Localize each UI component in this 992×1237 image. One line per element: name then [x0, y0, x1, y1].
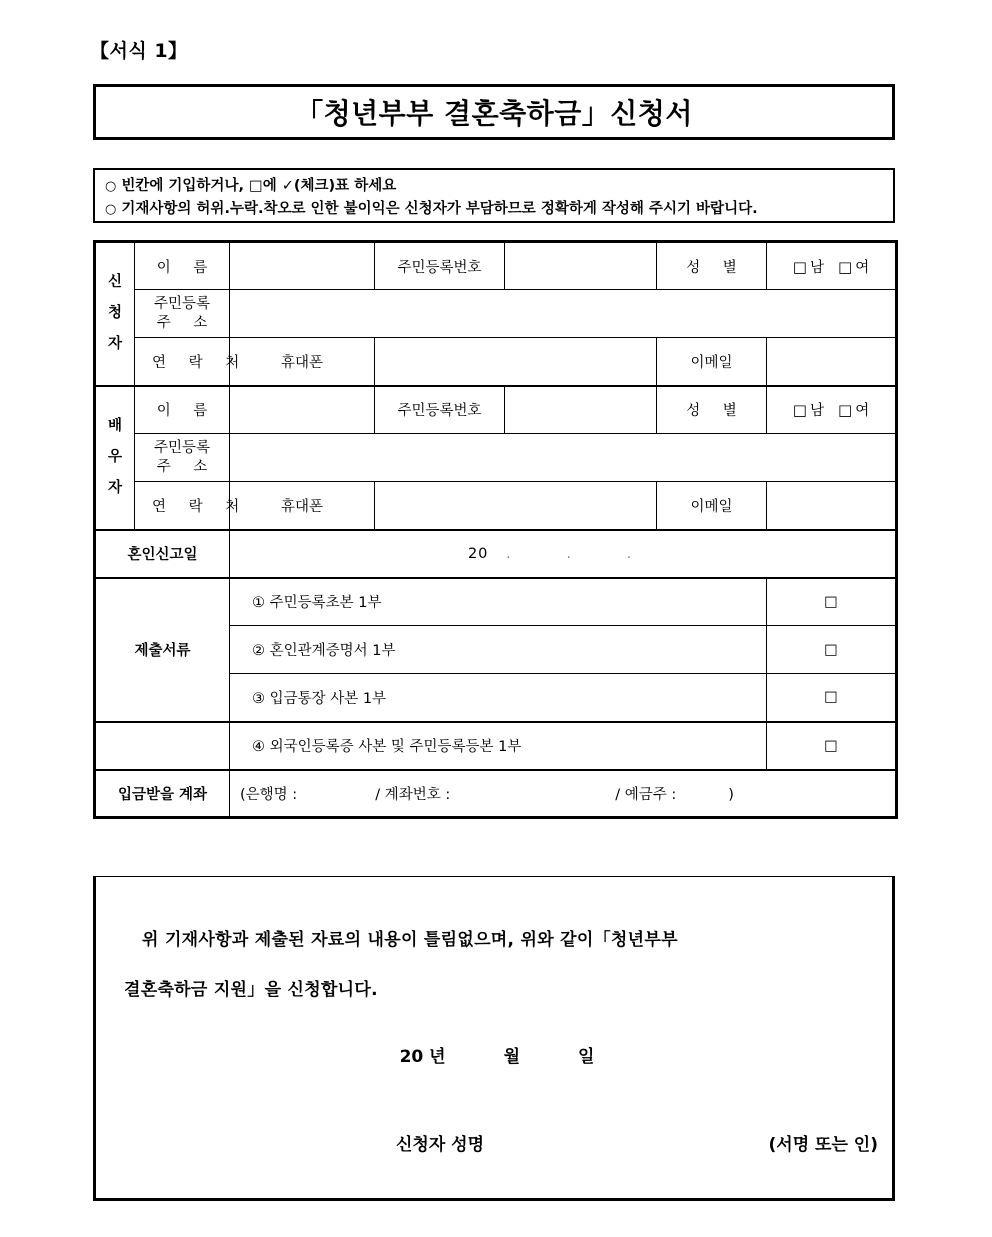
instructions-box: [93, 168, 895, 223]
marriage-date-field[interactable]: [230, 530, 897, 578]
spouse-gender-label: 성 별: [657, 386, 767, 434]
applicant-mobile-label: 휴대폰: [230, 338, 375, 386]
account-field[interactable]: [230, 770, 897, 818]
signature-name-label[interactable]: 신청자 성명: [396, 1135, 485, 1155]
marriage-date-row: [95, 530, 897, 578]
bullet-icon: ○: [105, 202, 117, 217]
applicant-gender-male-label: 남: [809, 259, 824, 276]
applicant-label-char-3: 자: [107, 336, 122, 353]
account-label: 입금받을 계좌: [95, 770, 230, 818]
declaration-text: [124, 915, 866, 1015]
spouse-mobile-label: 휴대폰: [230, 482, 375, 530]
documents-label: 제출서류: [95, 578, 230, 722]
document-checkbox-4[interactable]: □: [767, 722, 897, 770]
applicant-label-char-1: 신: [107, 274, 122, 291]
applicant-contact-label: 연 락 처: [135, 338, 230, 386]
checkbox-female-icon[interactable]: □: [838, 401, 853, 420]
account-bank-label: (은행명 :: [240, 786, 298, 803]
instruction-text-2: 기재사항의 허위.누락.착오로 인한 불이익은 신청자가 부담하므로 정확하게 작성해 주시기 바랍니다.: [121, 201, 758, 217]
spouse-section-label: [95, 386, 135, 530]
spouse-label-char-2: 우: [107, 449, 122, 465]
spouse-gender-female-label: 여: [855, 403, 870, 420]
applicant-address-label-line1: 주민등록: [153, 295, 211, 312]
spouse-address-field[interactable]: [230, 434, 897, 482]
declaration-box: [93, 876, 895, 1201]
declaration-line-2: 결혼축하금 지원」을 신청합니다.: [124, 980, 378, 1000]
applicant-label-char-2: 청: [107, 305, 122, 322]
applicant-address-label: [135, 290, 230, 338]
document-item-2: ② 혼인관계증명서 1부: [230, 626, 767, 674]
document-checkbox-1[interactable]: □: [767, 578, 897, 626]
spouse-contact-row: [95, 482, 897, 530]
documents-label-continued: [95, 722, 230, 770]
spouse-gender-options[interactable]: [767, 386, 897, 434]
applicant-email-field[interactable]: [767, 338, 897, 386]
account-close-paren: ): [728, 786, 734, 803]
spouse-contact-label: 연 락 처: [135, 482, 230, 530]
applicant-contact-row: [95, 338, 897, 386]
applicant-name-field[interactable]: [230, 242, 375, 290]
spouse-label-char-3: 자: [107, 480, 122, 496]
applicant-email-label: 이메일: [657, 338, 767, 386]
declaration-line-1: 위 기재사항과 제출된 자료의 내용이 틀림없으며, 위와 같이「청년부부: [142, 930, 678, 950]
declaration-date-year: 20 년: [399, 1047, 446, 1067]
spouse-rrn-field[interactable]: [505, 386, 657, 434]
instruction-text-1: 빈칸에 기입하거나, □에 ✓(체크)표 하세요: [121, 178, 397, 194]
account-holder-label: / 예금주 :: [615, 786, 677, 803]
documents-row-1: [95, 578, 897, 626]
spouse-address-label: [135, 434, 230, 482]
page-title: 「청년부부 결혼축하금」신청서: [295, 97, 693, 130]
application-table: [93, 240, 898, 819]
applicant-section-label: [95, 242, 135, 386]
spouse-email-label: 이메일: [657, 482, 767, 530]
applicant-address-row: [95, 290, 897, 338]
spouse-name-label: 이 름: [135, 386, 230, 434]
spouse-name-row: [95, 386, 897, 434]
applicant-rrn-field[interactable]: [505, 242, 657, 290]
document-item-3: ③ 입금통장 사본 1부: [230, 674, 767, 722]
declaration-date-month: 월: [503, 1047, 520, 1067]
marriage-date-dots: . . .: [506, 546, 658, 562]
applicant-gender-options[interactable]: [767, 242, 897, 290]
applicant-mobile-field[interactable]: [375, 338, 657, 386]
document-checkbox-3[interactable]: □: [767, 674, 897, 722]
spouse-name-field[interactable]: [230, 386, 375, 434]
spouse-address-label-line1: 주민등록: [153, 439, 211, 456]
applicant-address-label-line2: 주 소: [156, 314, 217, 331]
marriage-date-label: 혼인신고일: [95, 530, 230, 578]
bullet-icon: ○: [105, 179, 117, 194]
document-checkbox-2[interactable]: □: [767, 626, 897, 674]
checkbox-male-icon[interactable]: □: [792, 257, 807, 276]
applicant-rrn-label: 주민등록번호: [375, 242, 505, 290]
declaration-date-day: 일: [578, 1047, 595, 1067]
signature-seal-label: (서명 또는 인): [768, 1135, 878, 1155]
checkbox-male-icon[interactable]: □: [792, 401, 807, 420]
checkbox-female-icon[interactable]: □: [838, 257, 853, 276]
documents-row-4: [95, 722, 897, 770]
document-item-1: ① 주민등록초본 1부: [230, 578, 767, 626]
applicant-gender-label: 성 별: [657, 242, 767, 290]
spouse-address-label-line2: 주 소: [156, 458, 217, 475]
title-box: [93, 84, 895, 140]
marriage-date-year-prefix: 20: [467, 545, 489, 562]
document-item-4: ④ 외국인등록증 사본 및 주민등록등본 1부: [230, 722, 767, 770]
declaration-date[interactable]: [96, 1042, 898, 1067]
applicant-address-field[interactable]: [230, 290, 897, 338]
spouse-gender-male-label: 남: [809, 403, 824, 420]
spouse-address-row: [95, 434, 897, 482]
spouse-mobile-field[interactable]: [375, 482, 657, 530]
account-number-label: / 계좌번호 :: [375, 786, 451, 803]
account-row: [95, 770, 897, 818]
spouse-email-field[interactable]: [767, 482, 897, 530]
spouse-label-char-1: 배: [107, 418, 122, 434]
form-tag: 【서식 1】: [90, 40, 188, 62]
applicant-gender-female-label: 여: [855, 259, 870, 276]
spouse-rrn-label: 주민등록번호: [375, 386, 505, 434]
instruction-line-1: [105, 175, 885, 198]
applicant-name-label: 이 름: [135, 242, 230, 290]
applicant-name-row: [95, 242, 897, 290]
instruction-line-2: [105, 198, 885, 221]
